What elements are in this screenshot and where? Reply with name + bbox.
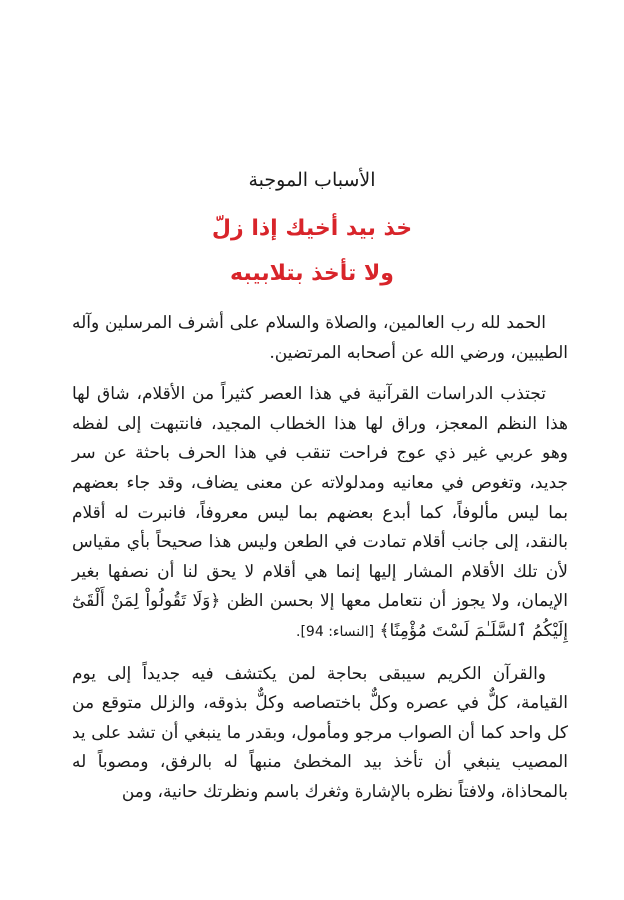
headline-line-1: خذ بيد أخيك إذا زلّ <box>211 216 413 241</box>
paragraph-quran-text: والقرآن الكريم سيبقى بحاجة لمن يكتشف فيه جديداً إلى يوم القيامة، كلٌّ في عصره وكلٌّ باختصاصه وكلٌّ بذوقه، والزلل متوقع من كل واحد كما أن الصواب مرجو ومأمول، وبقدر ما ينبغي أن تشد على يد المصيب ينبغي أن تأخذ بيد المخطئ منبهاً له بالرفق، ومصوباً له بالمحاذاة، ولافتاً نظره بالإشارة وثغرك باسم ونظرتك حانية، ومن <box>72 663 568 802</box>
quran-verse: ﴿وَلَا تَقُولُواْ لِمَنْ أَلْقَىٰٓ إِلَيْكُمُ ٱلسَّلَـٰمَ لَسْتَ مُؤْمِنًا﴾ <box>72 591 568 641</box>
paragraph-studies <box>72 380 568 647</box>
headline-line-2: ولا تأخذ بتلابيبه <box>230 261 394 286</box>
paragraph-quran <box>72 660 568 808</box>
section-title: الأسباب الموجبة <box>248 169 376 191</box>
paragraph-opening <box>72 309 568 368</box>
paragraph-studies-text: تجتذب الدراسات القرآنية في هذا العصر كثيراً من الأقلام، شاق لها هذا النظم المعجز، وراق لها هذا الخطاب المجيد، فانتبهت إلى لفظه وهو عربي غير ذي عوج فراحت تنقب في هذا الحرف باحثة عن سر جديد، وتغوص في معانيه ومدلولاته عن معنى يضاف، وقد جاء بعضهم بما ليس مألوفاً، كما أبدع بعضهم بما ليس معروفاً، فانبرت له أقلام بالنقد، إلى جانب أقلام تمادت في الطعن وليس هذا صحيحاً بأي مقياس لأن تلك الأقلام المشار إليها إنما هي أقلام لا يحق لنا أن نصفها بغير الإيمان، ولا يجوز أن نتعامل معها إلا بحسن الظن <box>72 384 569 612</box>
verse-citation: [النساء: 94]. <box>296 623 375 640</box>
body-text <box>72 309 568 808</box>
paragraph-opening-text: الحمد لله رب العالمين، والصلاة والسلام على أشرف المرسلين وآله الطيبين، ورضي الله عن أصحابه المرتضين. <box>72 313 568 363</box>
